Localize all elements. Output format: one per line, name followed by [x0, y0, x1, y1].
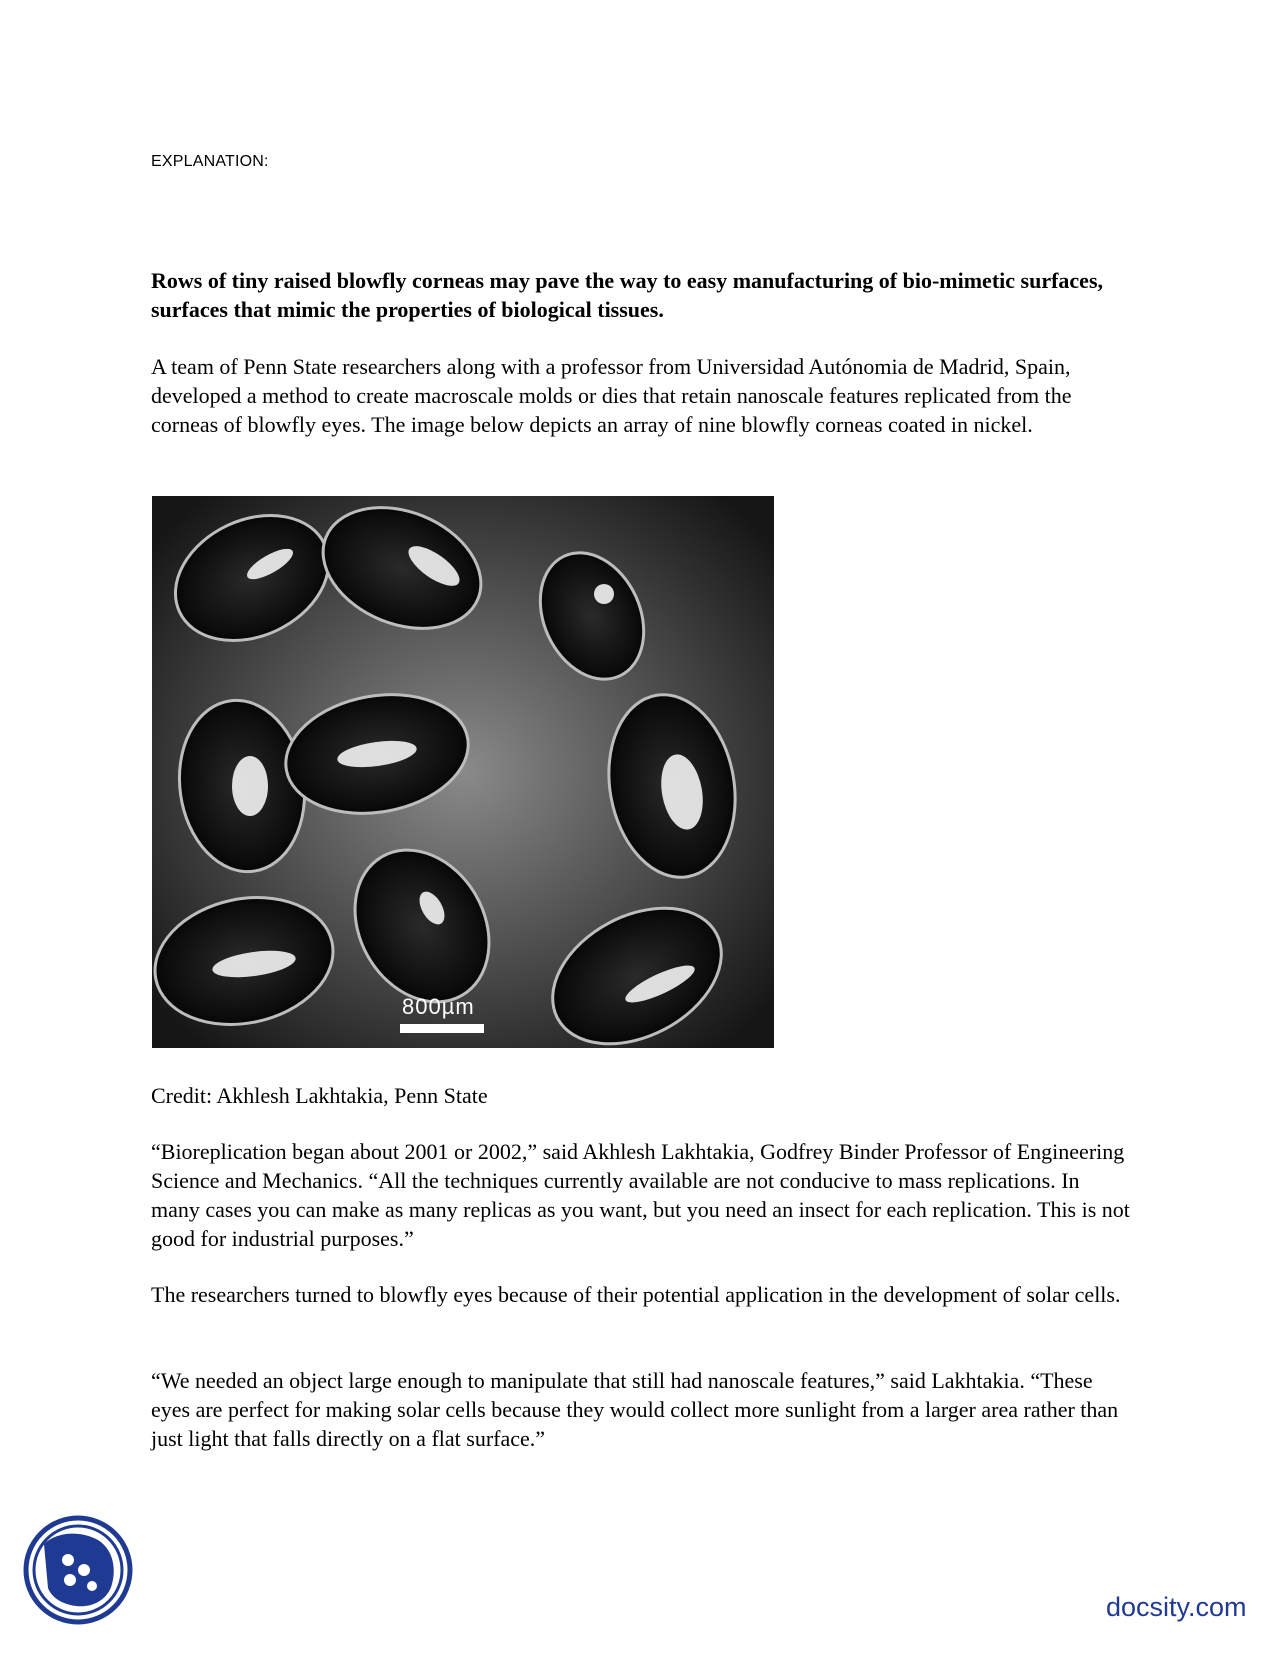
scale-label: 800µm [402, 994, 475, 1019]
quote-paragraph-2: “We needed an object large enough to manipulate that still had nanoscale features,” said Lakhtakia. “These eyes are perfect for making solar cells because they would collect more sunlight from a larger area rather than just light that falls directly on a flat surface.” [151, 1368, 1119, 1451]
figure-credit: Credit: Akhlesh Lakhtakia, Penn State [151, 1083, 488, 1108]
micrograph-image [152, 496, 774, 1048]
docsity-brand-link[interactable]: docsity.com [1106, 1592, 1247, 1622]
quote-paragraph-1: “Bioreplication began about 2001 or 2002,” said Akhlesh Lakhtakia, Godfrey Binder Professor of Engineering Science and Mechanics. “All the techniques currently available are not conducive to mass replications. In many cases you can make as many replicas as you want, but you need an insect for each replication. This is not good for industrial purposes.” [151, 1139, 1130, 1251]
docsity-logo-icon[interactable] [22, 1514, 134, 1626]
cornea-micrograph [152, 496, 774, 1048]
reason-paragraph: The researchers turned to blowfly eyes because of their potential application in the development of solar cells. [151, 1282, 1121, 1307]
scale-bar [400, 1024, 484, 1033]
section-label: EXPLANATION: [151, 153, 269, 170]
headline: Rows of tiny raised blowfly corneas may pave the way to easy manufacturing of bio-mimetic surfaces, surfaces that mimic the properties of biological tissues. [151, 268, 1104, 322]
intro-paragraph: A team of Penn State researchers along with a professor from Universidad Autónomia de Madrid, Spain, developed a method to create macroscale molds or dies that retain nanoscale features replicated from the corneas of blowfly eyes. The image below depicts an array of nine blowfly corneas coated in nickel. [151, 354, 1072, 437]
